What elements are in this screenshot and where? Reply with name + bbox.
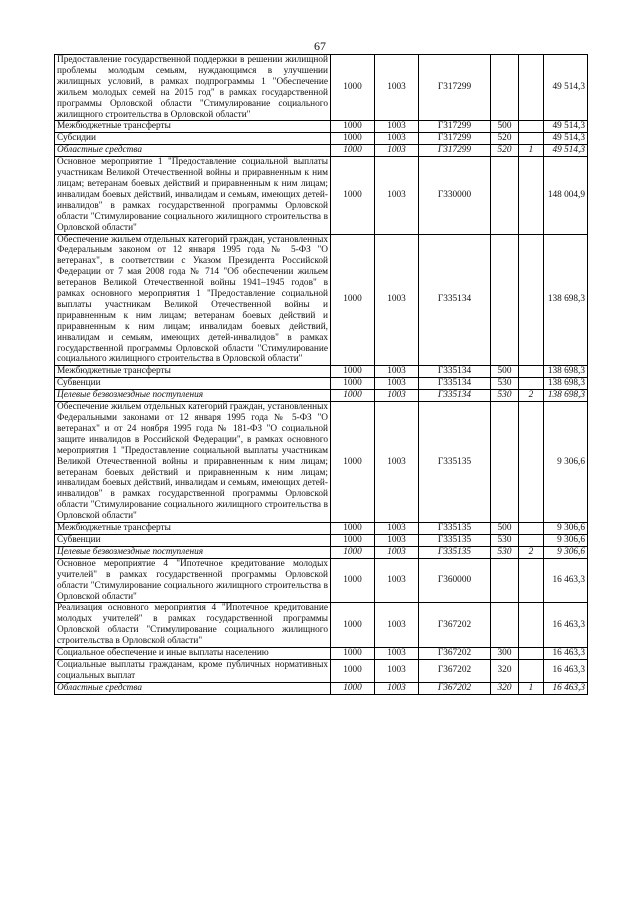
- funding-source-cell: [519, 234, 544, 366]
- section-code-cell: 1000: [331, 157, 375, 234]
- target-article-cell: Г367202: [419, 603, 491, 648]
- row-name-cell: Реализация основного мероприятия 4 "Ипотечное кредитование молодых учителей" в рамках государственной программы Орловской области "Стимулирование социального жилищного строительства в Орловской области": [55, 603, 331, 648]
- section-code-cell: 1000: [331, 682, 375, 694]
- row-name-cell: Социальное обеспечение и иные выплаты населению: [55, 648, 331, 660]
- row-name-cell: Основное мероприятие 1 "Предоставление социальной выплаты участникам Великой Отечественной войны и приравненным к ним лицам; ветеранам боевых действий и приравненным к ним лицам; инвалидам боевых действий, инвалидам и семьям, имеющих детей-инвалидов" в рамках государственной программы Орловской области "Стимулирование социального жилищного строительства в Орловской области": [55, 157, 331, 234]
- funding-source-cell: [519, 558, 544, 603]
- table-row: [55, 402, 588, 523]
- page-number: 67: [314, 39, 326, 53]
- section-code-cell: 1000: [331, 366, 375, 378]
- section-code-cell: 1000: [331, 402, 375, 523]
- subsection-code-cell: 1003: [375, 523, 419, 535]
- expense-type-cell: 520: [491, 145, 519, 157]
- target-article-cell: Г335134: [419, 234, 491, 366]
- row-name-cell: Областные средства: [55, 682, 331, 694]
- funding-source-cell: [519, 55, 544, 121]
- table-row: [55, 659, 588, 682]
- expense-type-cell: [491, 55, 519, 121]
- expense-type-cell: 530: [491, 534, 519, 546]
- subsection-code-cell: 1003: [375, 659, 419, 682]
- expense-type-cell: 500: [491, 366, 519, 378]
- target-article-cell: Г335134: [419, 366, 491, 378]
- expense-type-cell: 320: [491, 682, 519, 694]
- table-row: [55, 558, 588, 603]
- funding-source-cell: [519, 648, 544, 660]
- section-code-cell: 1000: [331, 55, 375, 121]
- table-row: [55, 523, 588, 535]
- target-article-cell: Г317299: [419, 145, 491, 157]
- funding-source-cell: [519, 378, 544, 390]
- amount-cell: 16 463,3: [544, 659, 588, 682]
- subsection-code-cell: 1003: [375, 234, 419, 366]
- subsection-code-cell: 1003: [375, 682, 419, 694]
- funding-source-cell: [519, 603, 544, 648]
- target-article-cell: Г317299: [419, 121, 491, 133]
- table-row: [55, 390, 588, 402]
- subsection-code-cell: 1003: [375, 366, 419, 378]
- table-row: [55, 546, 588, 558]
- target-article-cell: Г317299: [419, 55, 491, 121]
- table-row: [55, 145, 588, 157]
- amount-cell: 16 463,3: [544, 648, 588, 660]
- section-code-cell: 1000: [331, 390, 375, 402]
- row-name-cell: Целевые безвозмездные поступления: [55, 546, 331, 558]
- expense-type-cell: [491, 402, 519, 523]
- section-code-cell: 1000: [331, 659, 375, 682]
- row-name-cell: Субвенции: [55, 378, 331, 390]
- subsection-code-cell: 1003: [375, 648, 419, 660]
- funding-source-cell: [519, 659, 544, 682]
- target-article-cell: Г360000: [419, 558, 491, 603]
- table-row: [55, 378, 588, 390]
- section-code-cell: 1000: [331, 121, 375, 133]
- funding-source-cell: [519, 121, 544, 133]
- subsection-code-cell: 1003: [375, 534, 419, 546]
- expense-type-cell: 520: [491, 133, 519, 145]
- target-article-cell: Г330000: [419, 157, 491, 234]
- expense-type-cell: 530: [491, 390, 519, 402]
- table-row: [55, 366, 588, 378]
- expense-type-cell: 320: [491, 659, 519, 682]
- amount-cell: 49 514,3: [544, 145, 588, 157]
- table-row: [55, 682, 588, 694]
- row-name-cell: Основное мероприятие 4 "Ипотечное кредитование молодых учителей" в рамках государственной программы Орловской области "Стимулирование социального жилищного строительства в Орловской области": [55, 558, 331, 603]
- funding-source-cell: 2: [519, 546, 544, 558]
- row-name-cell: Социальные выплаты гражданам, кроме публичных нормативных социальных выплат: [55, 659, 331, 682]
- amount-cell: 49 514,3: [544, 133, 588, 145]
- target-article-cell: Г335134: [419, 390, 491, 402]
- expense-type-cell: 500: [491, 121, 519, 133]
- section-code-cell: 1000: [331, 234, 375, 366]
- expense-type-cell: 530: [491, 378, 519, 390]
- table-row: [55, 55, 588, 121]
- row-name-cell: Субвенции: [55, 534, 331, 546]
- subsection-code-cell: 1003: [375, 603, 419, 648]
- funding-source-cell: [519, 366, 544, 378]
- target-article-cell: Г335135: [419, 523, 491, 535]
- target-article-cell: Г335134: [419, 378, 491, 390]
- subsection-code-cell: 1003: [375, 390, 419, 402]
- target-article-cell: Г335135: [419, 546, 491, 558]
- subsection-code-cell: 1003: [375, 145, 419, 157]
- section-code-cell: 1000: [331, 145, 375, 157]
- amount-cell: 9 306,6: [544, 523, 588, 535]
- row-name-cell: Областные средства: [55, 145, 331, 157]
- section-code-cell: 1000: [331, 603, 375, 648]
- amount-cell: 9 306,6: [544, 534, 588, 546]
- subsection-code-cell: 1003: [375, 558, 419, 603]
- subsection-code-cell: 1003: [375, 133, 419, 145]
- subsection-code-cell: 1003: [375, 121, 419, 133]
- target-article-cell: Г317299: [419, 133, 491, 145]
- expense-type-cell: 300: [491, 648, 519, 660]
- subsection-code-cell: 1003: [375, 402, 419, 523]
- budget-table-body: [55, 55, 588, 695]
- expense-type-cell: [491, 558, 519, 603]
- target-article-cell: Г367202: [419, 648, 491, 660]
- section-code-cell: 1000: [331, 133, 375, 145]
- funding-source-cell: [519, 157, 544, 234]
- expense-type-cell: 500: [491, 523, 519, 535]
- funding-source-cell: [519, 534, 544, 546]
- amount-cell: 49 514,3: [544, 55, 588, 121]
- table-row: [55, 157, 588, 234]
- section-code-cell: 1000: [331, 546, 375, 558]
- amount-cell: 16 463,3: [544, 558, 588, 603]
- funding-source-cell: [519, 402, 544, 523]
- row-name-cell: Межбюджетные трансферты: [55, 523, 331, 535]
- amount-cell: 138 698,3: [544, 378, 588, 390]
- row-name-cell: Межбюджетные трансферты: [55, 121, 331, 133]
- target-article-cell: Г367202: [419, 682, 491, 694]
- section-code-cell: 1000: [331, 523, 375, 535]
- section-code-cell: 1000: [331, 378, 375, 390]
- table-row: [55, 121, 588, 133]
- expense-type-cell: [491, 234, 519, 366]
- funding-source-cell: [519, 133, 544, 145]
- funding-source-cell: [519, 523, 544, 535]
- table-row: [55, 234, 588, 366]
- table-row: [55, 133, 588, 145]
- row-name-cell: Обеспечение жильем отдельных категорий граждан, установленных Федеральными законами от 12 января 1995 года № 5-ФЗ "О ветеранах" и от 24 ноября 1995 года № 181-ФЗ "О социальной защите инвалидов в Российской Федерации", в рамках основного мероприятия 1 "Предоставление социальной выплаты участникам Великой Отечественной войны и приравненным к ним лицам; ветеранам боевых действий и приравненным к ним лицам; инвалидам боевых действий, инвалидам и семьям, имеющих детей-инвалидов" в рамках государственной программы Орловской области "Стимулирование социального жилищного строительства в Орловской области": [55, 402, 331, 523]
- section-code-cell: 1000: [331, 648, 375, 660]
- expense-type-cell: 530: [491, 546, 519, 558]
- target-article-cell: Г335135: [419, 402, 491, 523]
- target-article-cell: Г335135: [419, 534, 491, 546]
- subsection-code-cell: 1003: [375, 157, 419, 234]
- row-name-cell: Обеспечение жильем отдельных категорий граждан, установленных Федеральным законом от 12 января 1995 года № 5-ФЗ "О ветеранах", в соответствии с Указом Президента Российской Федерации от 7 мая 2008 года № 714 "Об обеспечении жильем ветеранов Великой Отечественной войны 1941–1945 годов" в рамках основного мероприятия 1 "Предоставление социальной выплаты участникам Великой Отечественной войны и приравненным к ним лицам; ветеранам боевых действий и приравненным к ним лицам; инвалидам боевых действий, инвалидам и семьям, имеющих детей-инвалидов" в рамках государственной программы Орловской области "Стимулирование социального жилищного строительства в Орловской области": [55, 234, 331, 366]
- expense-type-cell: [491, 157, 519, 234]
- amount-cell: 138 698,3: [544, 234, 588, 366]
- amount-cell: 148 004,9: [544, 157, 588, 234]
- subsection-code-cell: 1003: [375, 546, 419, 558]
- funding-source-cell: 1: [519, 682, 544, 694]
- row-name-cell: Субсидии: [55, 133, 331, 145]
- row-name-cell: Межбюджетные трансферты: [55, 366, 331, 378]
- budget-table: [54, 54, 588, 695]
- amount-cell: 16 463,3: [544, 682, 588, 694]
- expense-type-cell: [491, 603, 519, 648]
- subsection-code-cell: 1003: [375, 55, 419, 121]
- amount-cell: 9 306,6: [544, 402, 588, 523]
- amount-cell: 9 306,6: [544, 546, 588, 558]
- subsection-code-cell: 1003: [375, 378, 419, 390]
- amount-cell: 138 698,3: [544, 366, 588, 378]
- section-code-cell: 1000: [331, 558, 375, 603]
- amount-cell: 138 698,3: [544, 390, 588, 402]
- table-row: [55, 648, 588, 660]
- table-row: [55, 534, 588, 546]
- amount-cell: 16 463,3: [544, 603, 588, 648]
- table-row: [55, 603, 588, 648]
- amount-cell: 49 514,3: [544, 121, 588, 133]
- section-code-cell: 1000: [331, 534, 375, 546]
- row-name-cell: Предоставление государственной поддержки в решении жилищной проблемы молодым семьям, нуждающимся в улучшении жилищных условий, в рамках подпрограммы 1 "Обеспечение жильем молодых семей на 2015 год" в рамках государственной программы Орловской области "Стимулирование социального жилищного строительства в Орловской области": [55, 55, 331, 121]
- row-name-cell: Целевые безвозмездные поступления: [55, 390, 331, 402]
- target-article-cell: Г367202: [419, 659, 491, 682]
- funding-source-cell: 1: [519, 145, 544, 157]
- funding-source-cell: 2: [519, 390, 544, 402]
